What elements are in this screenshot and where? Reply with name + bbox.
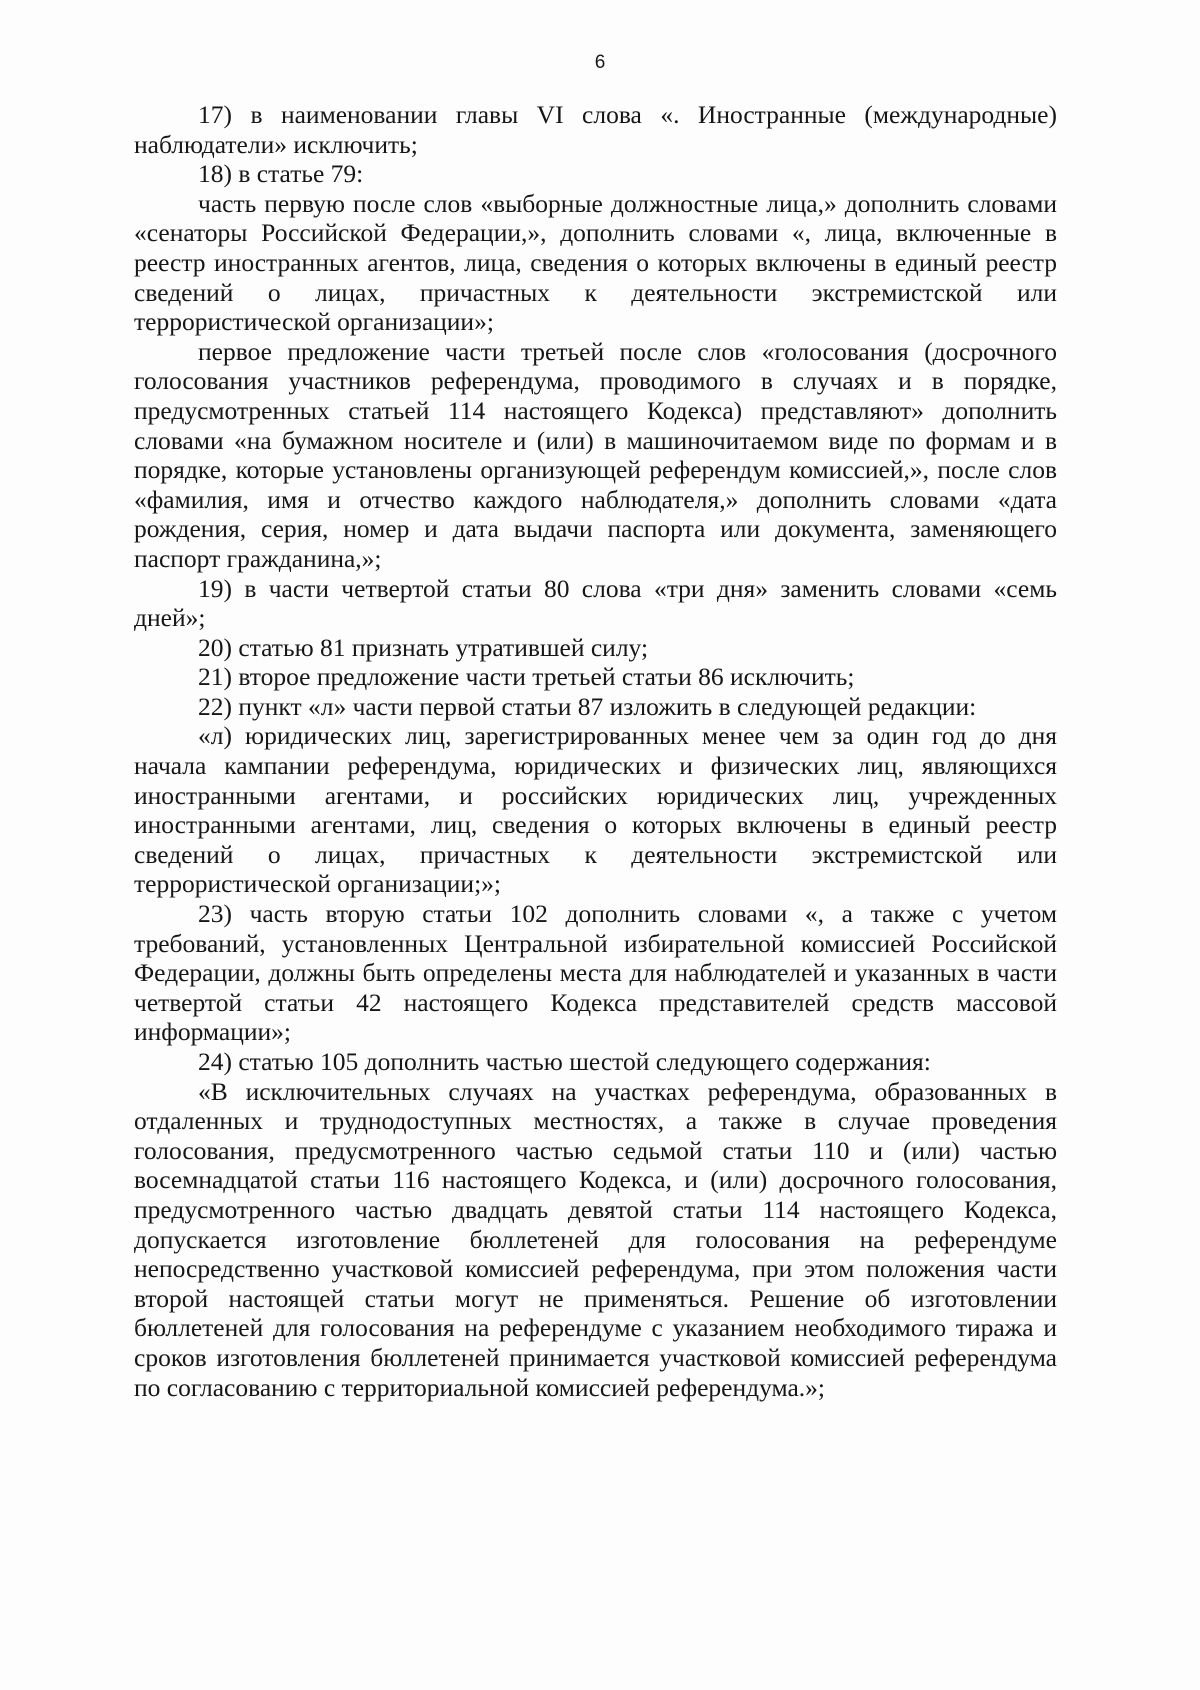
paragraph-item-21: 21) второе предложение части третьей статьи 86 исключить;: [198, 662, 855, 692]
page-number: 6: [594, 52, 606, 73]
paragraph-item-l-text: «л) юридических лиц, зарегистрированных менее чем за один год до дня начала кампании референдума, юридических и физических лиц, являющихся иностранными агентами, и российских юридических лиц, учрежденных иностранными агентами, лиц, сведения о которых включены в единый реестр сведений о лицах, причастных к деятельности экстремистской или террористической организации;»;: [134, 721, 1057, 899]
paragraph-item-22: 22) пункт «л» части первой статьи 87 изложить в следующей редакции:: [198, 691, 977, 721]
paragraph-part-one: часть первую после слов «выборные должностные лица,» дополнить словами «сенаторы Российской Федерации,», дополнить словами «, лица, включенные в реестр иностранных агентов, лица, сведения о которых включены в единый реестр сведений о лицах, причастных к деятельности экстремистской или террористической организации»;: [134, 188, 1057, 337]
document-body: [134, 100, 1057, 1402]
paragraph-item-24: 24) статью 105 дополнить частью шестой следующего содержания:: [198, 1047, 931, 1076]
paragraph-item-20: 20) статью 81 признать утратившей силу;: [198, 632, 649, 662]
paragraph-part-three: первое предложение части третьей после слов «голосования (досрочного голосования участников референдума, проводимого в случаях и в порядке, предусмотренных статьей 114 настоящего Кодекса) представляют» дополнить словами «на бумажном носителе и (или) в машиночитаемом виде по формам и в порядке, которые установлены организующей референдум комиссией,», после слов «фамилия, имя и отчество каждого наблюдателя,» дополнить словами «дата рождения, серия, номер и дата выдачи паспорта или документа, заменяющего паспорт гражданина,»;: [134, 336, 1057, 573]
paragraph-item-18: 18) в статье 79:: [198, 159, 364, 189]
paragraph-part-six-text: «В исключительных случаях на участках референдума, образованных в отдаленных и труднодоступных местностях, а также в случае проведения голосования, предусмотренного частью седьмой статьи 110 и (или) частью восемнадцатой статьи 116 настоящего Кодекса, и (или) досрочного голосования, предусмотренного частью двадцать девятой статьи 114 настоящего Кодекса, допускается изготовление бюллетеней для голосования на референдуме непосредственно участковой комиссией референдума, при этом положения части второй настоящей статьи могут не применяться. Решение об изготовлении бюллетеней для голосования на референдуме с указанием необходимого тиража и сроков изготовления бюллетеней принимается участковой комиссией референдума по согласованию с территориальной комиссией референдума.»;: [134, 1076, 1057, 1402]
paragraph-item-19: 19) в части четвертой статьи 80 слова «три дня» заменить словами «семь дней»;: [134, 573, 1057, 633]
paragraph-item-17: 17) в наименовании главы VI слова «. Иностранные (международные) наблюдатели» исключить;: [134, 100, 1057, 159]
paragraph-item-23: 23) часть вторую статьи 102 дополнить словами «, а также с учетом требований, установленных Центральной избирательной комиссией Российской Федерации, должны быть определены места для наблюдателей и указанных в части четвертой статьи 42 настоящего Кодекса представителей средств массовой информации»;: [134, 899, 1057, 1047]
